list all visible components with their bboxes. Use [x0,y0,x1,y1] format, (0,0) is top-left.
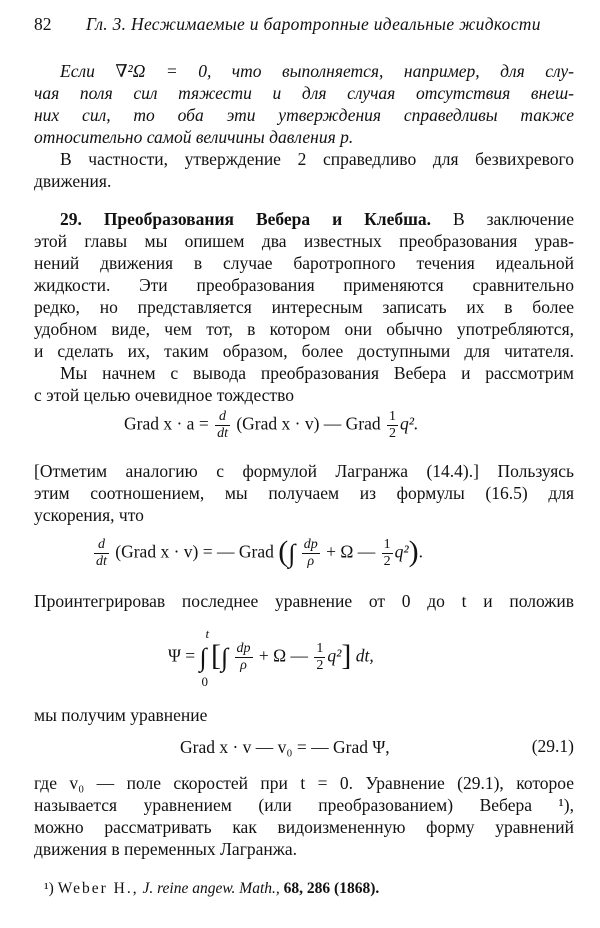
eq2-integral: ∫ [288,538,296,568]
eq3-integral-sign: ∫ [199,642,207,672]
para5-line: можно рассматривать как видоизмененную форму уравнений [34,817,574,837]
eq1-half: $\frac{1}{2}$ [389,409,397,441]
eq1-derivative: $\frac{d}{dt}$ [217,409,228,441]
eq3-right-bracket: ] [341,638,352,672]
footnote-author: Weber H., [57,880,139,897]
eq3-lower-limit: 0 [201,673,209,689]
footnote [44,880,379,898]
equation-grad-identity [124,410,418,441]
eq3-left-bracket: [ [211,638,222,672]
equation-weber: Grad x · v — v₀ = — Grad Ψ, [180,737,390,757]
page-number: 82 [34,14,52,34]
eq3-half: $\frac{1}{2}$ [316,641,324,673]
footnote-reference: 68, 286 (1868). [283,880,380,897]
eq3-outer-integral [199,625,210,689]
equation-acceleration [92,534,423,569]
equation-psi-definition [168,625,374,689]
eq3-tail: q² [327,645,342,666]
footnote-mark: ¹) [44,880,54,897]
para2-line: ускорения, что [34,505,144,525]
section-line: жидкости. Эти преобразования применяются сравнительно [34,275,574,295]
eq3-upper-limit: t [205,625,210,641]
eq1-lhs: Grad x · a = [124,413,209,434]
intro-line: относительно самой величины давления p. [34,127,354,147]
equation-number: (29.1) [531,736,574,756]
intro-line: Если ∇²Ω = 0, что выполняется, например, для слу- [60,61,574,81]
para5-line: движения в переменных Лагранжа. [34,839,297,859]
section-line: этой главы мы опишем два известных преобразования урав- [34,231,574,251]
eq3-lhs: Ψ = [168,645,196,666]
footnote-journal: J. reine angew. Math., [142,880,280,897]
eq2-right-paren: ) [408,534,419,568]
running-title: Гл. 3. Несжимаемые и баротропные идеальные жидкости [86,14,541,34]
intro-line: движения. [34,171,112,191]
intro-line: В частности, утверждение 2 справедливо для безвихревого [60,149,574,169]
section-heading: 29. Преобразования Вебера и Клебша. [60,209,432,229]
section-line-rest: В заключение [453,209,575,229]
section-line: нений движения в случае баротропного течения идеальной [34,253,574,273]
section-line: с этой целью очевидное тождество [34,385,294,405]
eq2-tail: q² [394,541,409,562]
section-line: Мы начнем с вывода преобразования Вебера и рассмотрим [60,363,574,383]
eq1-tail: q². [400,413,419,434]
section-line: и сделать их, таким образом, более доступными для читателя. [34,341,574,361]
para5-line: называется уравнением (или преобразованием) Вебера ¹), [34,795,574,815]
para2-line: этим соотношением, мы получаем из формулы (16.5) для [34,483,574,503]
para5-line: где v₀ — поле скоростей при t = 0. Уравнение (29.1), которое [34,773,574,793]
eq2-plus-omega: + Ω — [326,541,376,562]
eq1-middle: (Grad x · v) — Grad [236,413,381,434]
para4-line: мы получим уравнение [34,705,208,725]
intro-line: чая поля сил тяжести и для случая отсутствия внеш- [34,83,574,103]
section-first-line [60,208,574,230]
eq2-dp-rho: $\frac{dp}{\rho}$ [303,537,318,569]
eq3-plus-omega: + Ω — [258,645,309,666]
section-line: редко, но представляется интересным записать их в более [34,297,574,317]
eq3-inner-integral: ∫ [221,642,229,672]
para2-line: [Отметим аналогию с формулой Лагранжа (14.4).] Пользуясь [34,461,574,481]
eq2-left-paren: ( [278,534,289,568]
eq2-derivative: $\frac{d}{dt}$ [96,537,107,569]
intro-line: них сил, то оба эти утверждения справедливы также [34,105,574,125]
para3-line: Проинтегрировав последнее уравнение от 0 до t и положив [34,591,574,611]
running-header [34,14,574,36]
eq2-half: $\frac{1}{2}$ [383,537,391,569]
eq3-dp-rho: $\frac{dp}{\rho}$ [236,641,251,673]
eq2-end: . [418,541,423,562]
eq3-dt: dt, [355,645,374,666]
section-line: удобном виде, чем тот, в котором они обычно употребляются, [34,319,574,339]
eq2-middle: (Grad x · v) = — Grad [115,541,274,562]
